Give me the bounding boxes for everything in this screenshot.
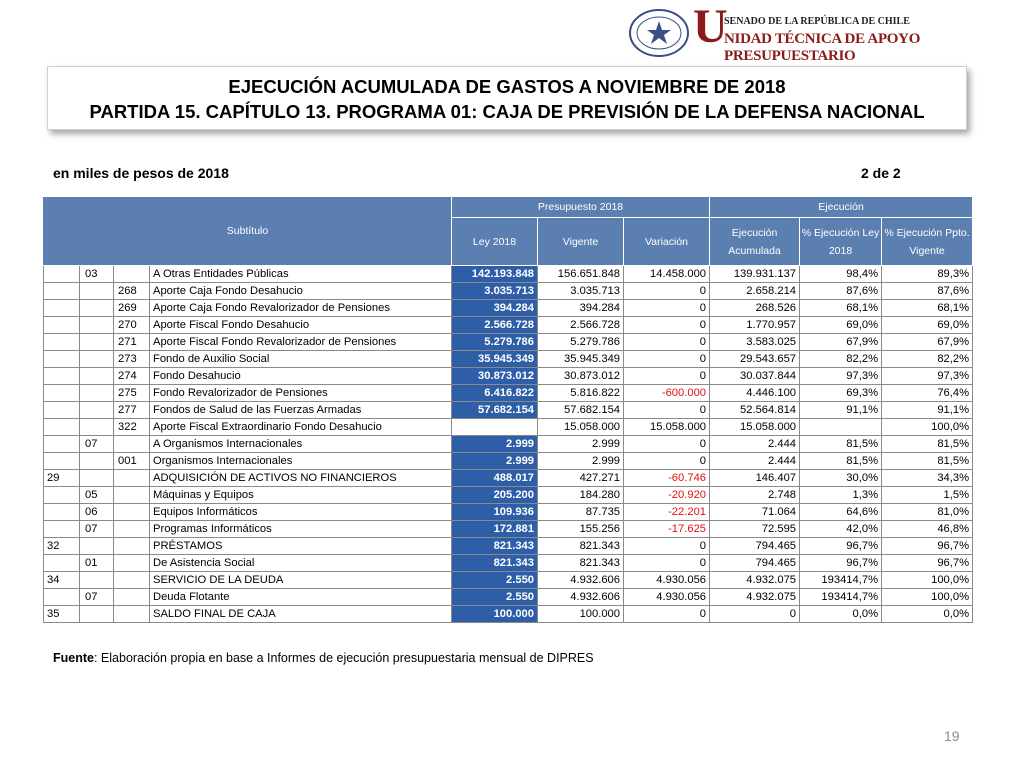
row-col-pct-ley: 30,0% <box>800 470 882 487</box>
row-col-subtitulo <box>44 453 80 470</box>
row-col-variacion: 0 <box>624 351 710 368</box>
row-col-asignacion <box>114 521 150 538</box>
table-row <box>44 521 973 538</box>
row-col-subtitulo <box>44 266 80 283</box>
row-col-variacion: 4.930.056 <box>624 572 710 589</box>
row-col-asignacion: 277 <box>114 402 150 419</box>
row-col-item: 01 <box>80 555 114 572</box>
row-col-vigente: 35.945.349 <box>538 351 624 368</box>
row-col-ejecucion: 268.526 <box>710 300 800 317</box>
table-row <box>44 385 973 402</box>
row-col-vigente: 2.999 <box>538 436 624 453</box>
row-col-subtitulo: 32 <box>44 538 80 555</box>
row-col-asignacion: 274 <box>114 368 150 385</box>
row-col-ley: 488.017 <box>452 470 538 487</box>
row-col-ejecucion: 0 <box>710 606 800 623</box>
row-col-ley: 2.999 <box>452 453 538 470</box>
table-row <box>44 351 973 368</box>
row-col-item: 07 <box>80 521 114 538</box>
row-col-subtitulo: 29 <box>44 470 80 487</box>
row-col-item <box>80 300 114 317</box>
header-vigente: Vigente <box>538 218 624 266</box>
row-col-vigente: 155.256 <box>538 521 624 538</box>
row-col-pct-ley: 68,1% <box>800 300 882 317</box>
row-col-denominacion: SERVICIO DE LA DEUDA <box>150 572 452 589</box>
row-col-subtitulo <box>44 487 80 504</box>
logo-letter-u: U <box>693 0 728 53</box>
row-col-pct-ley: 81,5% <box>800 436 882 453</box>
row-col-pct-vigente: 91,1% <box>882 402 973 419</box>
row-col-denominacion: A Otras Entidades Públicas <box>150 266 452 283</box>
row-col-asignacion <box>114 504 150 521</box>
units-label: en miles de pesos de 2018 <box>53 165 229 181</box>
row-col-ejecucion: 52.564.814 <box>710 402 800 419</box>
row-col-denominacion: Máquinas y Equipos <box>150 487 452 504</box>
row-col-ejecucion: 30.037.844 <box>710 368 800 385</box>
row-col-pct-vigente: 0,0% <box>882 606 973 623</box>
row-col-item: 07 <box>80 589 114 606</box>
row-col-ejecucion: 2.444 <box>710 436 800 453</box>
source-label: Fuente <box>53 651 94 665</box>
row-col-ejecucion: 794.465 <box>710 538 800 555</box>
row-col-ejecucion: 29.543.657 <box>710 351 800 368</box>
row-col-pct-vigente: 1,5% <box>882 487 973 504</box>
row-col-variacion: 0 <box>624 402 710 419</box>
row-col-vigente: 15.058.000 <box>538 419 624 436</box>
row-col-pct-vigente: 96,7% <box>882 538 973 555</box>
row-col-pct-vigente: 34,3% <box>882 470 973 487</box>
row-col-asignacion <box>114 470 150 487</box>
row-col-denominacion: ADQUISICIÓN DE ACTIVOS NO FINANCIEROS <box>150 470 452 487</box>
row-col-asignacion <box>114 555 150 572</box>
row-col-pct-ley: 42,0% <box>800 521 882 538</box>
row-col-asignacion: 270 <box>114 317 150 334</box>
header-pct-ley: % Ejecución Ley 2018 <box>800 218 882 266</box>
row-col-ley: 6.416.822 <box>452 385 538 402</box>
row-col-pct-ley: 87,6% <box>800 283 882 300</box>
row-col-denominacion: Fondo de Auxilio Social <box>150 351 452 368</box>
row-col-item: 05 <box>80 487 114 504</box>
row-col-item <box>80 351 114 368</box>
row-col-pct-ley: 96,7% <box>800 555 882 572</box>
row-col-ley: 821.343 <box>452 538 538 555</box>
row-col-denominacion: SALDO FINAL DE CAJA <box>150 606 452 623</box>
row-col-asignacion <box>114 538 150 555</box>
row-col-vigente: 821.343 <box>538 538 624 555</box>
row-col-denominacion: Aporte Fiscal Fondo Desahucio <box>150 317 452 334</box>
row-col-pct-vigente: 100,0% <box>882 589 973 606</box>
row-col-denominacion: Equipos Informáticos <box>150 504 452 521</box>
row-col-ejecucion: 4.932.075 <box>710 572 800 589</box>
row-col-variacion: 0 <box>624 436 710 453</box>
header-pct-vigente: % Ejecución Ppto. Vigente <box>882 218 973 266</box>
slide-number: 19 <box>944 728 960 744</box>
table-row <box>44 504 973 521</box>
row-col-ley: 5.279.786 <box>452 334 538 351</box>
row-col-denominacion: Deuda Flotante <box>150 589 452 606</box>
logo-unit-text: NIDAD TÉCNICA DE APOYO PRESUPUESTARIO <box>724 31 921 64</box>
row-col-subtitulo: 34 <box>44 572 80 589</box>
row-col-ley: 172.881 <box>452 521 538 538</box>
row-col-variacion: -20.920 <box>624 487 710 504</box>
row-col-vigente: 5.279.786 <box>538 334 624 351</box>
row-col-subtitulo <box>44 351 80 368</box>
row-col-vigente: 184.280 <box>538 487 624 504</box>
table-body <box>44 266 973 623</box>
row-col-variacion: 0 <box>624 538 710 555</box>
row-col-ejecucion: 146.407 <box>710 470 800 487</box>
row-col-subtitulo <box>44 317 80 334</box>
row-col-pct-ley <box>800 419 882 436</box>
row-col-variacion: 0 <box>624 334 710 351</box>
row-col-vigente: 2.566.728 <box>538 317 624 334</box>
row-col-pct-vigente: 82,2% <box>882 351 973 368</box>
row-col-pct-vigente: 81,5% <box>882 453 973 470</box>
row-col-item <box>80 453 114 470</box>
row-col-ley: 2.566.728 <box>452 317 538 334</box>
row-col-ley <box>452 419 538 436</box>
row-col-vigente: 5.816.822 <box>538 385 624 402</box>
row-col-variacion: 0 <box>624 606 710 623</box>
table-row <box>44 470 973 487</box>
row-col-vigente: 4.932.606 <box>538 572 624 589</box>
table-row <box>44 334 973 351</box>
row-col-variacion: -17.625 <box>624 521 710 538</box>
row-col-variacion: -22.201 <box>624 504 710 521</box>
row-col-pct-ley: 64,6% <box>800 504 882 521</box>
table-row <box>44 266 973 283</box>
table-row <box>44 538 973 555</box>
table-row <box>44 589 973 606</box>
row-col-vigente: 2.999 <box>538 453 624 470</box>
row-col-pct-vigente: 46,8% <box>882 521 973 538</box>
row-col-ejecucion: 2.658.214 <box>710 283 800 300</box>
budget-table <box>43 196 973 623</box>
row-col-item: 06 <box>80 504 114 521</box>
row-col-variacion: 0 <box>624 317 710 334</box>
header-variacion: Variación <box>624 218 710 266</box>
row-col-ejecucion: 2.748 <box>710 487 800 504</box>
row-col-pct-ley: 0,0% <box>800 606 882 623</box>
row-col-pct-vigente: 67,9% <box>882 334 973 351</box>
row-col-ley: 2.999 <box>452 436 538 453</box>
row-col-pct-ley: 193414,7% <box>800 572 882 589</box>
table-row <box>44 436 973 453</box>
row-col-asignacion <box>114 572 150 589</box>
row-col-subtitulo <box>44 334 80 351</box>
row-col-denominacion: Fondo Desahucio <box>150 368 452 385</box>
row-col-denominacion: De Asistencia Social <box>150 555 452 572</box>
row-col-ley: 821.343 <box>452 555 538 572</box>
row-col-item <box>80 538 114 555</box>
row-col-denominacion: A Organismos Internacionales <box>150 436 452 453</box>
row-col-item <box>80 334 114 351</box>
row-col-ley: 205.200 <box>452 487 538 504</box>
row-col-ejecucion: 2.444 <box>710 453 800 470</box>
row-col-denominacion: Aporte Caja Fondo Revalorizador de Pensiones <box>150 300 452 317</box>
row-col-variacion: 14.458.000 <box>624 266 710 283</box>
row-col-ejecucion: 71.064 <box>710 504 800 521</box>
row-col-ley: 142.193.848 <box>452 266 538 283</box>
row-col-denominacion: Aporte Fiscal Extraordinario Fondo Desahucio <box>150 419 452 436</box>
row-col-vigente: 87.735 <box>538 504 624 521</box>
row-col-ley: 30.873.012 <box>452 368 538 385</box>
title-box <box>47 66 967 130</box>
row-col-subtitulo <box>44 589 80 606</box>
row-col-pct-vigente: 68,1% <box>882 300 973 317</box>
row-col-ley: 57.682.154 <box>452 402 538 419</box>
row-col-ejecucion: 4.446.100 <box>710 385 800 402</box>
row-col-asignacion <box>114 606 150 623</box>
row-col-item <box>80 606 114 623</box>
logo-senado-text: SENADO DE LA REPÚBLICA DE CHILE <box>724 16 910 27</box>
row-col-subtitulo <box>44 555 80 572</box>
row-col-pct-ley: 98,4% <box>800 266 882 283</box>
row-col-pct-ley: 81,5% <box>800 453 882 470</box>
row-col-item <box>80 470 114 487</box>
table-row <box>44 300 973 317</box>
row-col-denominacion: PRÉSTAMOS <box>150 538 452 555</box>
row-col-subtitulo <box>44 521 80 538</box>
row-col-vigente: 394.284 <box>538 300 624 317</box>
row-col-pct-ley: 97,3% <box>800 368 882 385</box>
table-row <box>44 402 973 419</box>
table-row <box>44 572 973 589</box>
row-col-subtitulo: 35 <box>44 606 80 623</box>
row-col-subtitulo <box>44 436 80 453</box>
row-col-item: 03 <box>80 266 114 283</box>
header-ley: Ley 2018 <box>452 218 538 266</box>
row-col-ejecucion: 139.931.137 <box>710 266 800 283</box>
row-col-asignacion: 322 <box>114 419 150 436</box>
row-col-variacion: 0 <box>624 368 710 385</box>
row-col-vigente: 100.000 <box>538 606 624 623</box>
senado-seal-logo <box>628 8 690 58</box>
source-note <box>53 651 594 665</box>
row-col-pct-ley: 193414,7% <box>800 589 882 606</box>
row-col-ley: 35.945.349 <box>452 351 538 368</box>
header-subtitulo: Subtítulo <box>44 197 452 266</box>
source-text: : Elaboración propia en base a Informes de ejecución presupuestaria mensual de DIPRES <box>93 651 594 665</box>
row-col-pct-vigente: 100,0% <box>882 572 973 589</box>
row-col-ley: 2.550 <box>452 572 538 589</box>
row-col-ejecucion: 72.595 <box>710 521 800 538</box>
row-col-ejecucion: 1.770.957 <box>710 317 800 334</box>
header-presupuesto: Presupuesto 2018 <box>452 197 710 218</box>
row-col-ley: 100.000 <box>452 606 538 623</box>
row-col-pct-vigente: 81,0% <box>882 504 973 521</box>
row-col-item <box>80 385 114 402</box>
row-col-pct-vigente: 69,0% <box>882 317 973 334</box>
row-col-denominacion: Aporte Caja Fondo Desahucio <box>150 283 452 300</box>
row-col-vigente: 427.271 <box>538 470 624 487</box>
row-col-item <box>80 419 114 436</box>
row-col-variacion: 0 <box>624 453 710 470</box>
row-col-denominacion: Aporte Fiscal Fondo Revalorizador de Pensiones <box>150 334 452 351</box>
row-col-variacion: -600.000 <box>624 385 710 402</box>
row-col-pct-vigente: 96,7% <box>882 555 973 572</box>
row-col-variacion: 4.930.056 <box>624 589 710 606</box>
table-row <box>44 555 973 572</box>
row-col-asignacion <box>114 589 150 606</box>
row-col-vigente: 4.932.606 <box>538 589 624 606</box>
header-ejec-acumulada: Ejecución Acumulada <box>710 218 800 266</box>
row-col-pct-ley: 1,3% <box>800 487 882 504</box>
row-col-asignacion: 271 <box>114 334 150 351</box>
row-col-pct-ley: 67,9% <box>800 334 882 351</box>
row-col-denominacion: Fondo Revalorizador de Pensiones <box>150 385 452 402</box>
table-row <box>44 487 973 504</box>
row-col-pct-ley: 96,7% <box>800 538 882 555</box>
row-col-asignacion: 273 <box>114 351 150 368</box>
row-col-ejecucion: 794.465 <box>710 555 800 572</box>
table-row <box>44 453 973 470</box>
row-col-pct-ley: 69,3% <box>800 385 882 402</box>
row-col-asignacion: 268 <box>114 283 150 300</box>
row-col-vigente: 30.873.012 <box>538 368 624 385</box>
row-col-denominacion: Organismos Internacionales <box>150 453 452 470</box>
row-col-ley: 3.035.713 <box>452 283 538 300</box>
row-col-subtitulo <box>44 385 80 402</box>
row-col-asignacion: 269 <box>114 300 150 317</box>
header-ejecucion: Ejecución <box>710 197 973 218</box>
row-col-ley: 394.284 <box>452 300 538 317</box>
title-line-2: PARTIDA 15. CAPÍTULO 13. PROGRAMA 01: CAJA DE PREVISIÓN DE LA DEFENSA NACIONAL <box>89 101 925 122</box>
row-col-ejecucion: 3.583.025 <box>710 334 800 351</box>
row-col-pct-ley: 82,2% <box>800 351 882 368</box>
row-col-subtitulo <box>44 419 80 436</box>
row-col-variacion: 0 <box>624 283 710 300</box>
row-col-pct-vigente: 97,3% <box>882 368 973 385</box>
row-col-pct-vigente: 76,4% <box>882 385 973 402</box>
row-col-denominacion: Programas Informáticos <box>150 521 452 538</box>
row-col-asignacion <box>114 436 150 453</box>
row-col-pct-vigente: 89,3% <box>882 266 973 283</box>
row-col-asignacion: 001 <box>114 453 150 470</box>
title-line-1: EJECUCIÓN ACUMULADA DE GASTOS A NOVIEMBRE DE 2018 <box>228 76 786 97</box>
row-col-item <box>80 572 114 589</box>
row-col-subtitulo <box>44 283 80 300</box>
row-col-vigente: 3.035.713 <box>538 283 624 300</box>
row-col-pct-vigente: 81,5% <box>882 436 973 453</box>
row-col-ley: 2.550 <box>452 589 538 606</box>
table-row <box>44 317 973 334</box>
row-col-item: 07 <box>80 436 114 453</box>
table-row <box>44 606 973 623</box>
row-col-pct-vigente: 100,0% <box>882 419 973 436</box>
row-col-subtitulo <box>44 504 80 521</box>
row-col-pct-vigente: 87,6% <box>882 283 973 300</box>
row-col-variacion: -60.746 <box>624 470 710 487</box>
row-col-ejecucion: 4.932.075 <box>710 589 800 606</box>
row-col-pct-ley: 91,1% <box>800 402 882 419</box>
row-col-asignacion <box>114 266 150 283</box>
row-col-item <box>80 317 114 334</box>
row-col-asignacion <box>114 487 150 504</box>
row-col-denominacion: Fondos de Salud de las Fuerzas Armadas <box>150 402 452 419</box>
row-col-ejecucion: 15.058.000 <box>710 419 800 436</box>
row-col-variacion: 0 <box>624 555 710 572</box>
row-col-item <box>80 402 114 419</box>
row-col-variacion: 0 <box>624 300 710 317</box>
row-col-asignacion: 275 <box>114 385 150 402</box>
row-col-item <box>80 368 114 385</box>
table-row <box>44 419 973 436</box>
row-col-pct-ley: 69,0% <box>800 317 882 334</box>
row-col-subtitulo <box>44 300 80 317</box>
row-col-subtitulo <box>44 402 80 419</box>
row-col-variacion: 15.058.000 <box>624 419 710 436</box>
table-row <box>44 283 973 300</box>
row-col-item <box>80 283 114 300</box>
row-col-vigente: 57.682.154 <box>538 402 624 419</box>
row-col-vigente: 156.651.848 <box>538 266 624 283</box>
page-indicator: 2 de 2 <box>861 165 901 181</box>
row-col-vigente: 821.343 <box>538 555 624 572</box>
row-col-subtitulo <box>44 368 80 385</box>
row-col-ley: 109.936 <box>452 504 538 521</box>
table-row <box>44 368 973 385</box>
